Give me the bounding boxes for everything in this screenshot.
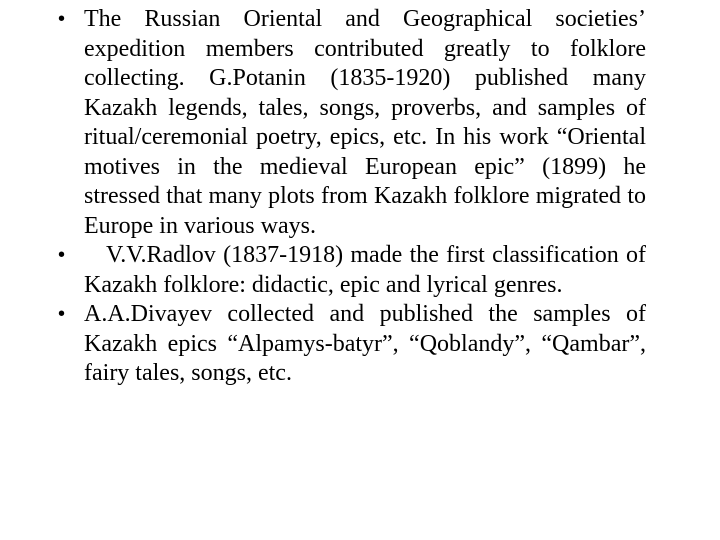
bullet-item-divayev: [58, 300, 646, 389]
bullet-item-radlov: [58, 241, 646, 300]
bullet-text-divayev: A.A.Divayev collected and published the samples of Kazakh epics “Alpamys-batyr”, “Qoblandy”, “Qambar”, fairy tales, songs, etc.: [84, 301, 646, 386]
bullet-list: [58, 5, 646, 389]
bullet-text-potanin: The Russian Oriental and Geographical societies’ expedition members contributed greatly to folklore collecting. G.Potanin (1835-1920) published many Kazakh legends, tales, songs, proverbs, and samples of ritual/ceremonial poetry, epics, etc. In his work “Oriental motives in the medieval European epic” (1899) he stressed that many plots from Kazakh folklore migrated to Europe in various ways.: [84, 6, 646, 239]
bullet-item-potanin: [58, 5, 646, 241]
bullet-text-radlov: V.V.Radlov (1837-1918) made the first classification of Kazakh folklore: didactic, epic and lyrical genres.: [84, 242, 646, 298]
